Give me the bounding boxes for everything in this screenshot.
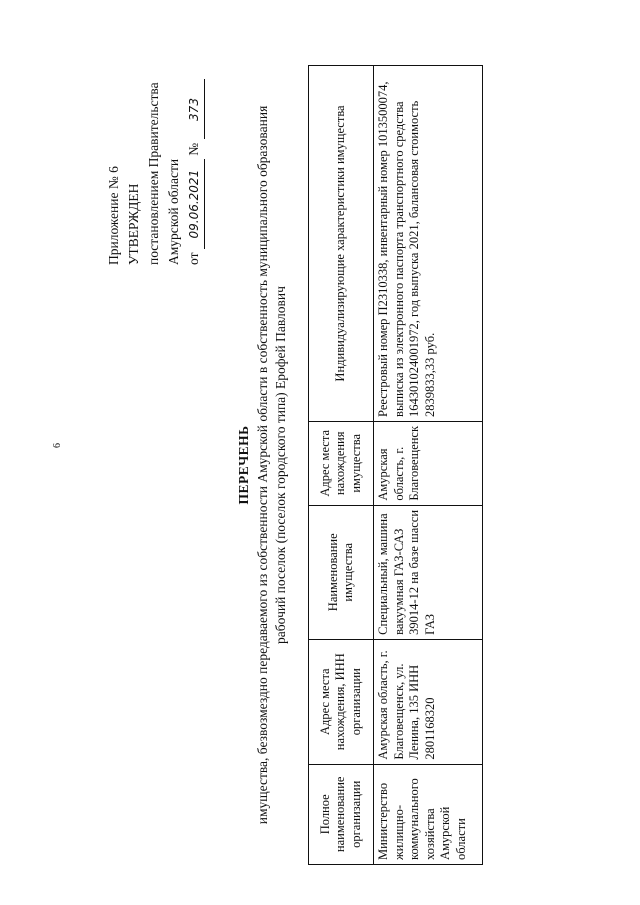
cell-property-name: Специальный, машина вакуумная ГАЗ-САЗ 39014-12 на базе шасси ГАЗ <box>374 505 483 639</box>
document-subtitle: имущества, безвозмездно передаваемого из собственности Амурской области в собственность муниципального образования рабочий поселок (поселок городского типа) Ерофей Павлович <box>255 105 288 825</box>
handwritten-date: 09.06.2021 <box>184 159 205 249</box>
header-org-address: Адрес места нахождения, ИНН организации <box>309 639 374 764</box>
document-sheet <box>90 45 468 885</box>
header-characteristics: Индивидуализирующие характеристики имущества <box>309 66 374 422</box>
page-number: 6 <box>52 443 63 448</box>
government-label: Амурской области <box>166 158 181 265</box>
table-header-row <box>309 66 374 865</box>
table-row <box>374 66 483 865</box>
header-property-name: Наименование имущества <box>309 505 374 639</box>
cell-characteristics: Реестровый номер П2310338, инвентарный номер 1013500074, выписка из электронного паспорта транспортного средства 164301024001972, год выпуска 2021, балансовая стоимость 2839833,33 руб. <box>374 66 483 422</box>
number-label: № <box>186 142 201 156</box>
resolution-label: постановлением Правительства <box>146 82 161 265</box>
header-property-address: Адрес места нахождения имущества <box>309 421 374 505</box>
handwritten-number: 373 <box>184 80 205 140</box>
cell-org-address: Амурская область, г. Благовещенск, ул. Ленина, 135 ИНН 2801168320 <box>374 639 483 764</box>
approval-block <box>104 15 205 265</box>
cell-property-address: Амурская область, г. Благовещенск <box>374 421 483 505</box>
from-label: от <box>186 252 201 265</box>
property-table <box>308 65 483 865</box>
document-title: ПЕРЕЧЕНЬ <box>236 425 251 505</box>
header-organization: Полное наименование организации <box>309 764 374 864</box>
appendix-number: Приложение № 6 <box>106 166 121 265</box>
approved-label: УТВЕРЖДЕН <box>126 183 141 265</box>
cell-organization: Министерство жилищно-коммунального хозяйства Амурской области <box>374 764 483 864</box>
date-number-line <box>184 15 205 265</box>
